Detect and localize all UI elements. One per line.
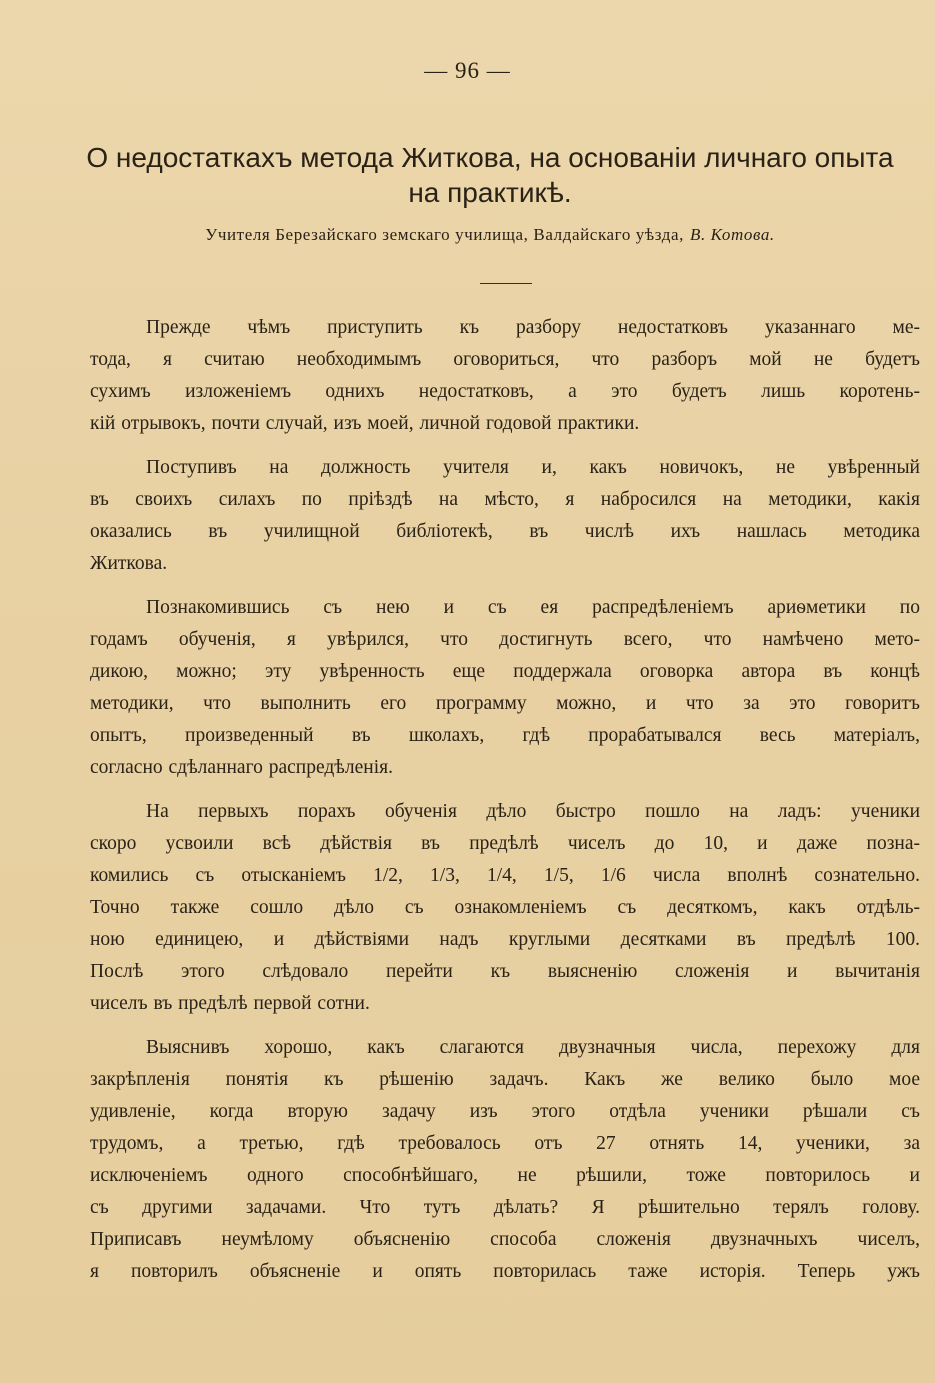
text-line: Познакомившись съ нею и съ ея распредѣленiемъ ариѳметики по [146,597,920,618]
page-number: — 96 — [424,58,511,83]
text-line: тода, я считаю необходимымъ оговориться, что разборъ мой не будетъ [90,349,920,370]
text-line: Поступивъ на должность учителя и, какъ новичокъ, не увѣренный [146,457,920,478]
separator-rule [480,283,532,284]
title-line-2: на практикѣ. [408,177,572,208]
text-line: Приписавъ неумѣлому объясненiю способа сложенiя двузначныхъ чиселъ, [90,1229,920,1250]
text-line: закрѣпленiя понятiя къ рѣшенiю задачъ. Какъ же велико было мое [90,1069,920,1090]
text-line: Точно также сошло дѣло съ ознакомленiемъ съ десяткомъ, какъ отдѣль- [90,897,920,918]
text-line: методики, что выполнить его программу можно, и что за это говоритъ [90,693,920,714]
text-line: въ своихъ силахъ по прiѣздѣ на мѣсто, я набросился на методики, какiя [90,489,920,510]
text-line: опытъ, произведенный въ школахъ, гдѣ прорабатывался весь матерiалъ, [90,725,920,746]
text-line: кiй отрывокъ, почти случай, изъ моей, личной годовой практики. [90,413,640,434]
article-body [90,312,920,1300]
paragraph-2 [90,452,920,580]
text-line: Прежде чѣмъ приступить къ разбору недостатковъ указаннаго ме- [146,317,920,338]
title-line-1: О недостаткахъ метода Житкова, на основанiи личнаго опыта [86,142,894,173]
text-line: Послѣ этого слѣдовало перейти къ выясненiю сложенiя и вычитанiя [90,961,920,982]
text-line: На первыхъ порахъ обученiя дѣло быстро пошло на ладъ: ученики [146,801,920,822]
text-line: годамъ обученiя, я увѣрился, что достигнуть всего, что намѣчено мето- [90,629,920,650]
paragraph-5 [90,1032,920,1288]
text-line: удивленiе, когда вторую задачу изъ этого отдѣла ученики рѣшали съ [90,1101,920,1122]
text-line: дикою, можно; эту увѣренность еще поддержала оговорка автора въ концѣ [90,661,920,682]
text-line: чиселъ въ предѣлѣ первой сотни. [90,993,370,1014]
text-line: комились съ отысканiемъ 1/2, 1/3, 1/4, 1/5, 1/6 числа вполнѣ сознательно. [90,865,920,886]
text-line: съ другими задачами. Что тутъ дѣлать? Я рѣшительно терялъ голову. [90,1197,920,1218]
text-line: Выяснивъ хорошо, какъ слагаются двузначныя числа, перехожу для [146,1037,920,1058]
text-line: оказались въ училищной библiотекѣ, въ числѣ ихъ нашлась методика [90,521,920,542]
text-line: ною единицею, и дѣйствiями надъ круглыми десятками въ предѣлѣ 100. [90,929,920,950]
byline-author: В. Котова. [689,225,775,244]
text-line: исключенiемъ одного способнѣйшаго, не рѣшили, тоже повторилось и [90,1165,920,1186]
paragraph-1 [90,312,920,440]
text-line: согласно сдѣланнаго распредѣленiя. [90,757,393,778]
text-line: трудомъ, а третью, гдѣ требовалось отъ 27 отнять 14, ученики, за [90,1133,920,1154]
text-line: скоро усвоили всѣ дѣйствiя въ предѣлѣ чиселъ до 10, и даже позна- [90,833,920,854]
paragraph-4 [90,796,920,1020]
text-line: Житкова. [90,553,168,574]
byline-affiliation: Учителя Березайскаго земскаго училища, Валдайскаго уѣзда, [205,225,684,244]
text-line: сухимъ изложенiемъ однихъ недостатковъ, а это будетъ лишь коротень- [90,381,920,402]
byline [60,225,920,245]
paragraph-3 [90,592,920,784]
text-line: я повторилъ объясненiе и опять повторилась таже исторiя. Теперь ужъ [90,1261,920,1282]
article-title [60,140,920,210]
